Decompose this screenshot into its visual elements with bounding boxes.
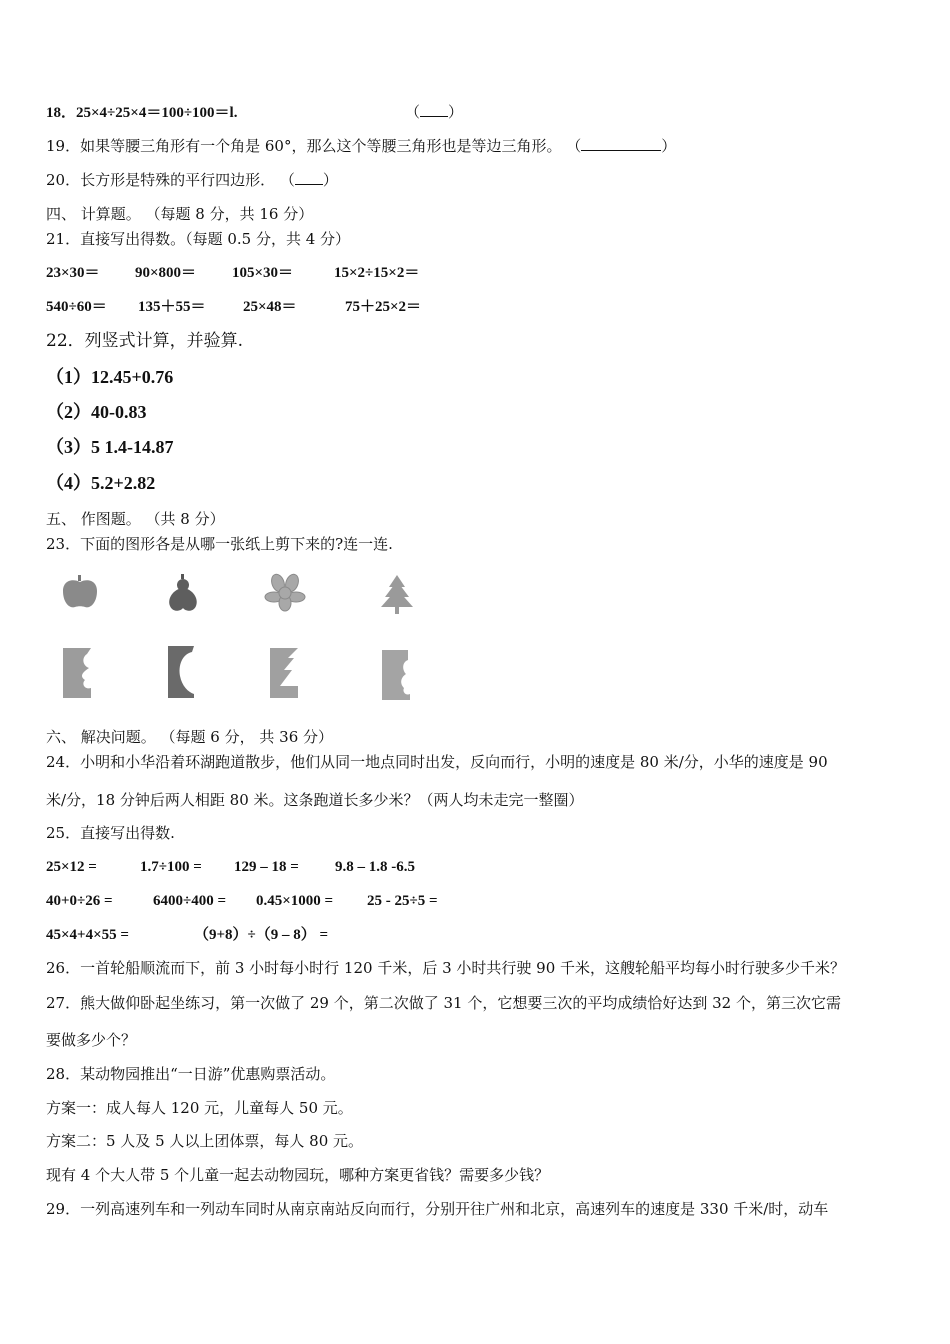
question-22-item-4: （4）5.2+2.82 [46, 473, 156, 493]
expression: （9+8）÷（9 – 8） = [194, 927, 329, 943]
question-24-line-2: 米/分，18 分钟后两人相距 80 米。这条跑道长多少米？（两人均未走完一整圈） [46, 791, 584, 809]
expression: 25 - 25÷5 = [367, 893, 438, 909]
paren-close: ） [661, 137, 677, 155]
paren-open: （ [279, 171, 295, 189]
expression: 15×2÷15×2＝ [334, 265, 420, 281]
paper-cut-apple-icon[interactable] [63, 648, 95, 698]
section-6-title: 六、 解决问题。 （每题 6 分， 共 36 分） [46, 728, 334, 746]
question-24-line-1: 24．小明和小华沿着环湖跑道散步，他们从同一地点同时出发，反向而行，小明的速度是 80 米/分，小华的速度是 90 [46, 753, 828, 771]
paper-cut-flower-icon[interactable] [382, 650, 412, 700]
expression: 540÷60＝ [46, 299, 107, 315]
question-21-text: 21．直接写出得数。（每题 0.5 分，共 4 分） [46, 230, 351, 248]
question-20 [46, 170, 338, 190]
question-28-plan-2: 方案二：5 人及 5 人以上团体票，每人 80 元。 [46, 1132, 364, 1150]
question-19-text: 19．如果等腰三角形有一个角是 60°，那么这个等腰三角形也是等边三角形。 [46, 137, 562, 155]
expression: 40+0÷26 = [46, 893, 113, 909]
paren-close: ） [448, 103, 464, 121]
question-18-answer[interactable] [405, 102, 463, 122]
question-20-answer[interactable] [280, 171, 338, 189]
question-18 [46, 102, 237, 123]
question-22-item-1: （1）12.45+0.76 [46, 367, 174, 387]
flower-icon[interactable] [264, 573, 306, 613]
section-4-title: 四、 计算题。 （每题 8 分，共 16 分） [46, 205, 314, 223]
expression: 9.8 – 1.8 -6.5 [335, 859, 415, 875]
expression: 0.45×1000 = [256, 893, 334, 909]
question-27-line-1: 27．熊大做仰卧起坐练习，第一次做了 29 个，第二次做了 31 个，它想要三次的平均成绩恰好达到 32 个，第三次它需 [46, 994, 841, 1012]
expression: 6400÷400 = [153, 893, 227, 909]
question-29-line-1: 29．一列高速列车和一列动车同时从南京南站反向而行，分别开往广州和北京，高速列车的速度是 330 千米/时，动车 [46, 1200, 829, 1218]
expression: 135＋55＝ [138, 299, 206, 315]
expression: 23×30＝ [46, 265, 100, 281]
question-19 [46, 136, 676, 156]
expression: 1.7÷100 = [140, 859, 202, 875]
section-5-title: 五、 作图题。 （共 8 分） [46, 510, 225, 528]
expression: 25×48＝ [243, 299, 297, 315]
question-28-text: 28．某动物园推出“一日游”优惠购票活动。 [46, 1065, 336, 1083]
expression: 105×30＝ [232, 265, 294, 281]
answer-blank[interactable] [420, 102, 448, 117]
question-25-text: 25．直接写出得数. [46, 824, 175, 842]
expression: 45×4+4×55 = [46, 927, 129, 943]
question-22-item-3: （3）5 1.4-14.87 [46, 437, 174, 457]
expression: 25×12 = [46, 859, 97, 875]
paper-cut-gourd-icon[interactable] [168, 646, 198, 698]
question-20-text: 20．长方形是特殊的平行四边形． [46, 171, 276, 189]
question-23-text: 23．下面的图形各是从哪一张纸上剪下来的?连一连. [46, 535, 393, 553]
question-18-text: 18．25×4÷25×4＝100÷100＝l. [46, 105, 238, 121]
answer-blank[interactable] [295, 170, 323, 185]
paren-open: （ [566, 137, 582, 155]
gourd-icon[interactable] [163, 573, 203, 615]
apple-icon[interactable] [60, 573, 100, 613]
paper-cut-tree-icon[interactable] [270, 648, 300, 698]
question-19-answer[interactable] [566, 137, 676, 155]
expression: 129 – 18 = [234, 859, 299, 875]
pine-tree-icon[interactable] [377, 573, 417, 615]
question-27-line-2: 要做多少个？ [46, 1031, 137, 1049]
paren-open: （ [405, 103, 421, 121]
answer-blank[interactable] [581, 136, 661, 151]
expression: 90×800＝ [135, 265, 197, 281]
question-28-plan-1: 方案一：成人每人 120 元，儿童每人 50 元。 [46, 1099, 353, 1117]
question-28-question: 现有 4 个大人带 5 个儿童一起去动物园玩，哪种方案更省钱？需要多少钱？ [46, 1166, 550, 1184]
expression: 75＋25×2＝ [345, 299, 422, 315]
question-22-text: 22．列竖式计算，并验算. [46, 331, 244, 351]
question-22-item-2: （2）40-0.83 [46, 402, 147, 422]
question-26-text: 26．一首轮船顺流而下，前 3 小时每小时行 120 千米，后 3 小时共行驶 90 千米，这艘轮船平均每小时行驶多少千米？ [46, 959, 846, 977]
paren-close: ） [322, 171, 338, 189]
